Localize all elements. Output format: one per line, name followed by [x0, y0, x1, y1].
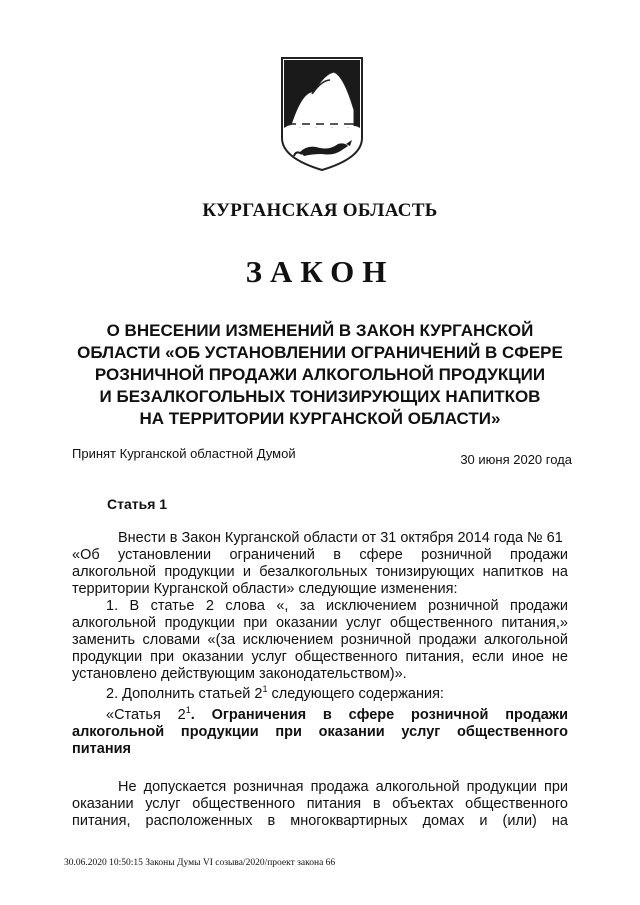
item2-text: 2. Дополнить статьей 2 — [106, 686, 263, 702]
new-article-title-line: алкогольной продукции при оказании услуг общественного — [72, 724, 568, 740]
law-title — [60, 320, 580, 430]
paragraph-line: Не допускается розничная продажа алкогольной продукции при — [118, 779, 568, 795]
law-title-line: НА ТЕРРИТОРИИ КУРГАНСКОЙ ОБЛАСТИ» — [139, 409, 501, 428]
law-title-line: О ВНЕСЕНИИ ИЗМЕНЕНИЙ В ЗАКОН КУРГАНСКОЙ — [106, 321, 534, 340]
superscript: 1 — [185, 705, 191, 715]
new-article-prefix: «Статья 2 — [106, 707, 186, 723]
law-title-line: ОБЛАСТИ «ОБ УСТАНОВЛЕНИИ ОГРАНИЧЕНИЙ В СФЕРЕ — [77, 343, 563, 362]
document-type: ЗАКОН — [245, 254, 395, 289]
footer-stamp: 30.06.2020 10:50:15 Законы Думы VI созыва/2020/проект закона 66 — [64, 858, 336, 868]
law-title-line: И БЕЗАЛКОГОЛЬНЫХ ТОНИЗИРУЮЩИХ НАПИТКОВ — [99, 387, 541, 406]
paragraph-line: продукции при оказании услуг общественного питания, если иное не — [72, 649, 568, 665]
paragraph-line: «Об установлении ограничений в сфере розничной продажи — [72, 547, 568, 563]
law-title-line: РОЗНИЧНОЙ ПРОДАЖИ АЛКОГОЛЬНОЙ ПРОДУКЦИИ — [94, 365, 546, 384]
paragraph-line: алкогольной продукции и безалкогольных тонизирующих напитков на — [72, 564, 568, 580]
new-article-title: . Ограничения в сфере розничной продажи — [190, 707, 568, 723]
new-article-title-line — [72, 707, 568, 724]
paragraph-line: оказании услуг общественного питания в объектах общественного — [72, 796, 568, 812]
paragraph-line — [72, 686, 568, 703]
article-heading: Статья 1 — [107, 496, 168, 512]
adoption-date: 30 июня 2020 года — [460, 452, 572, 467]
coat-of-arms-icon — [272, 50, 372, 175]
new-article-title-line: питания — [72, 741, 131, 757]
paragraph-line: территории Курганской области» следующие изменения: — [72, 581, 458, 597]
item2-text-end: следующего содержания: — [267, 686, 444, 702]
superscript: 1 — [262, 684, 268, 694]
region-name: КУРГАНСКАЯ ОБЛАСТЬ — [202, 200, 438, 221]
paragraph-line: питания, расположенных в многоквартирных домах и (или) на — [72, 813, 568, 829]
paragraph-line: 1. В статье 2 слова «, за исключением розничной продажи — [106, 598, 568, 614]
adopted-by: Принят Курганской областной Думой — [72, 446, 296, 461]
paragraph-line: Внести в Закон Курганской области от 31 октября 2014 года № 61 — [118, 530, 563, 546]
paragraph-line: алкогольной продукции при оказании услуг общественного питания,» — [72, 615, 568, 631]
paragraph-line: установлено действующим законодательством)». — [72, 666, 407, 682]
paragraph-line: заменить словами «(за исключением розничной продажи алкогольной — [72, 632, 568, 648]
